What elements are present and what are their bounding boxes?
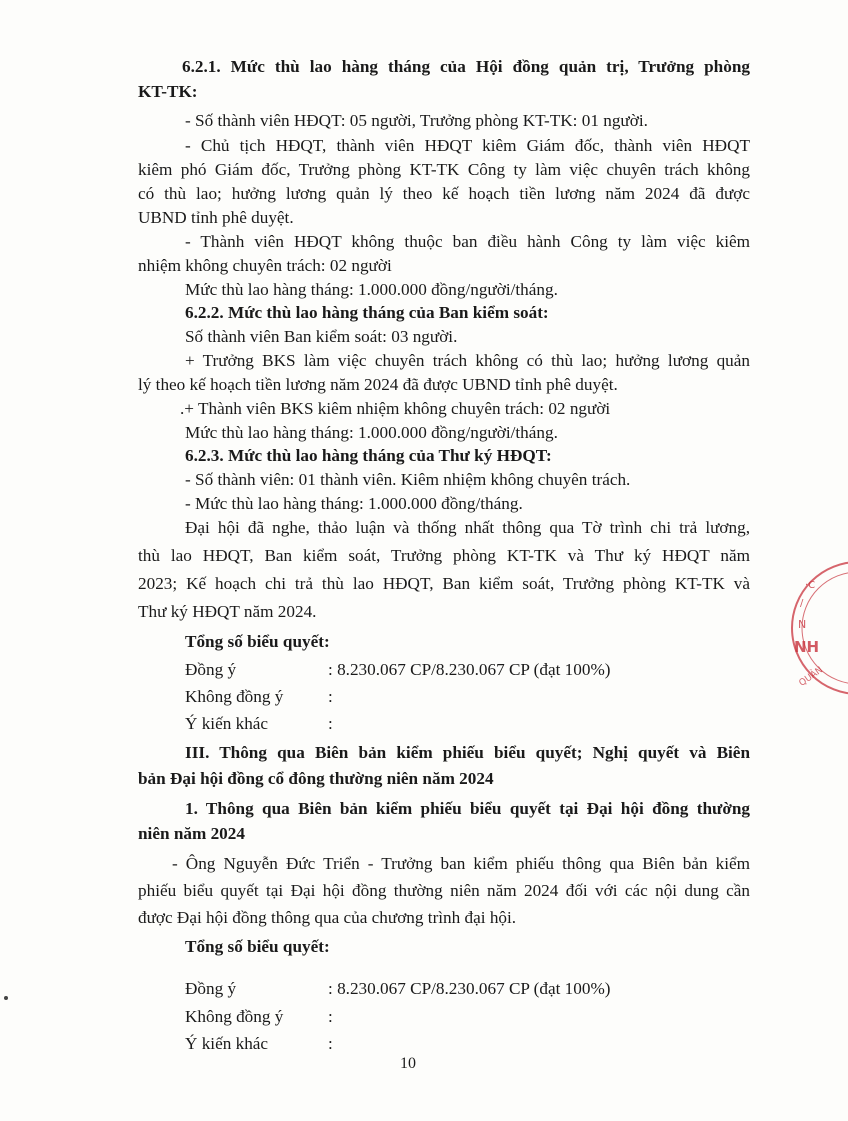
page-number: 10 xyxy=(400,1055,416,1072)
vote-label-disagree: Không đồng ý xyxy=(185,687,284,706)
text-line: phiếu biểu quyết tại Đại hội đồng thường niên năm 2024 đối với các nội dung cần xyxy=(138,881,750,900)
text-line: .+ Thành viên BKS kiêm nhiệm không chuyên trách: 02 người xyxy=(180,399,611,418)
text-line: lý theo kế hoạch tiền lương năm 2024 đã được UBND tỉnh phê duyệt. xyxy=(138,375,618,394)
vote-value-agree: : 8.230.067 CP/8.230.067 CP (đạt 100%) xyxy=(328,660,611,679)
text-line: nhiệm không chuyên trách: 02 người xyxy=(138,256,392,275)
vote-value-agree: : 8.230.067 CP/8.230.067 CP (đạt 100%) xyxy=(328,979,611,998)
section-heading-6-2-1: 6.2.1. Mức thù lao hàng tháng của Hội đồng quản trị, Trưởng phòng xyxy=(182,57,750,76)
text-line: Mức thù lao hàng tháng: 1.000.000 đồng/người/tháng. xyxy=(185,423,558,442)
vote-value-disagree: : xyxy=(328,687,333,706)
text-line: Số thành viên Ban kiểm soát: 03 người. xyxy=(185,327,458,346)
section-heading-6-2-2: 6.2.2. Mức thù lao hàng tháng của Ban kiểm soát: xyxy=(185,303,549,322)
svg-text:/: / xyxy=(800,598,804,609)
section-heading-III: III. Thông qua Biên bản kiểm phiếu biểu quyết; Nghị quyết và Biên xyxy=(185,743,750,762)
section-heading-1: 1. Thông qua Biên bản kiểm phiếu biểu quyết tại Đại hội đồng thường xyxy=(185,799,750,818)
text-line: Thư ký HĐQT năm 2024. xyxy=(138,602,317,621)
text-line: được Đại hội đồng thông qua của chương trình đại hội. xyxy=(138,908,517,927)
vote-heading: Tổng số biểu quyết: xyxy=(185,937,330,956)
vote-label-other: Ý kiến khác xyxy=(185,1034,269,1053)
svg-text:NH: NH xyxy=(794,638,820,656)
text-line: - Chủ tịch HĐQT, thành viên HĐQT kiêm Giám đốc, thành viên HĐQT xyxy=(185,136,750,155)
vote-label-other: Ý kiến khác xyxy=(185,714,269,733)
vote-heading: Tổng số biểu quyết: xyxy=(185,632,330,651)
svg-text:QUẢN: QUẢN xyxy=(797,665,826,689)
red-seal-stamp xyxy=(788,548,848,708)
text-line: - Mức thù lao hàng tháng: 1.000.000 đồng/tháng. xyxy=(185,494,523,513)
section-heading-III-cont: bản Đại hội đồng cổ đông thường niên năm 2024 xyxy=(138,769,494,788)
section-heading-1-cont: niên năm 2024 xyxy=(138,824,245,843)
vote-label-disagree: Không đồng ý xyxy=(185,1007,284,1026)
text-line: có thù lao; hưởng lương quản lý theo kế hoạch tiền lương năm 2024 đã được xyxy=(138,184,750,203)
text-line: kiêm phó Giám đốc, Trưởng phòng KT-TK Công ty làm việc chuyên trách không xyxy=(138,160,750,179)
text-line: - Thành viên HĐQT không thuộc ban điều hành Công ty làm việc kiêm xyxy=(185,232,750,251)
section-heading-6-2-3: 6.2.3. Mức thù lao hàng tháng của Thư ký HĐQT: xyxy=(185,446,552,465)
text-line: Đại hội đã nghe, thảo luận và thống nhất thông qua Tờ trình chi trả lương, xyxy=(185,518,750,537)
text-line: - Ông Nguyễn Đức Triển - Trưởng ban kiểm phiếu thông qua Biên bản kiểm xyxy=(172,854,750,873)
text-line: - Số thành viên HĐQT: 05 người, Trưởng phòng KT-TK: 01 người. xyxy=(185,111,648,130)
vote-label-agree: Đồng ý xyxy=(185,979,237,998)
text-line: 2023; Kế hoạch chi trả thù lao HĐQT, Ban kiểm soát, Trưởng phòng KT-TK và xyxy=(138,574,750,593)
text-line: + Trưởng BKS làm việc chuyên trách không có thù lao; hưởng lương quản xyxy=(185,351,750,370)
section-heading-6-2-1-cont: KT-TK: xyxy=(138,82,198,101)
svg-text:N: N xyxy=(798,618,807,631)
text-line: thù lao HĐQT, Ban kiểm soát, Trưởng phòng KT-TK và Thư ký HĐQT năm xyxy=(138,546,750,565)
vote-value-other: : xyxy=(328,1034,333,1053)
text-line: Mức thù lao hàng tháng: 1.000.000 đồng/người/tháng. xyxy=(185,280,558,299)
scan-speck xyxy=(4,996,8,1000)
text-line: - Số thành viên: 01 thành viên. Kiêm nhiệm không chuyên trách. xyxy=(185,470,631,489)
vote-label-agree: Đồng ý xyxy=(185,660,237,679)
vote-value-disagree: : xyxy=(328,1007,333,1026)
text-line: UBND tỉnh phê duyệt. xyxy=(138,208,294,227)
svg-text:·C: ·C xyxy=(805,580,816,591)
vote-value-other: : xyxy=(328,714,333,733)
